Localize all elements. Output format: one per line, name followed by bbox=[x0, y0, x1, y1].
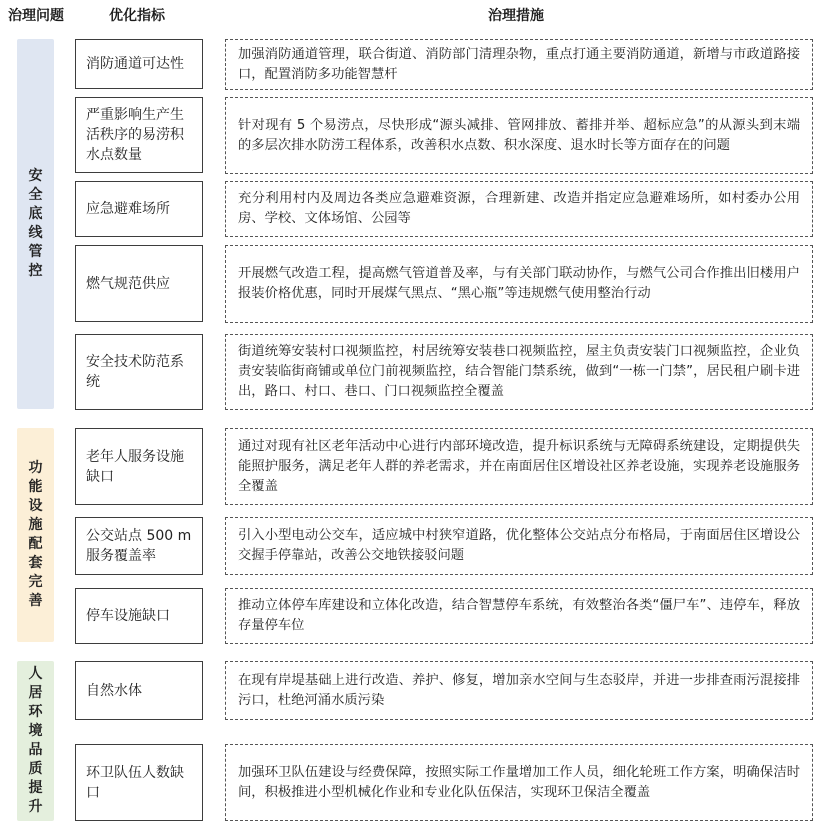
measure-cell bbox=[225, 97, 813, 174]
measure-text: 充分利用村内及周边各类应急避难资源，合理新建、改造并指定应急避难场所，如村委办公用房、学校、文体场馆、公园等 bbox=[238, 191, 800, 226]
indicator-cell bbox=[75, 428, 203, 505]
indicator-label: 安全技术防范系统 bbox=[86, 354, 184, 390]
measure-text: 加强环卫队伍建设与经费保障，按照实际工作量增加工作人员，细化轮班工作方案，明确保洁时间，积极推进小型机械化作业和专业化队伍保洁，实现环卫保洁全覆盖 bbox=[238, 764, 800, 800]
indicator-label: 应急避难场所 bbox=[86, 201, 170, 217]
indicator-cell bbox=[75, 97, 203, 173]
measure-cell bbox=[225, 39, 813, 90]
category-living bbox=[17, 661, 54, 821]
measure-cell bbox=[225, 334, 813, 410]
indicator-label: 燃气规范供应 bbox=[86, 275, 170, 292]
header-measures: 治理措施 bbox=[488, 8, 544, 24]
indicator-label: 老年人服务设施缺口 bbox=[86, 448, 184, 485]
indicator-cell bbox=[75, 517, 203, 575]
category-label: 功能设施配套完善 bbox=[28, 460, 43, 609]
category-label: 安全底线管控 bbox=[28, 168, 43, 279]
indicator-cell bbox=[75, 661, 203, 720]
header-indicator: 优化指标 bbox=[109, 8, 165, 24]
category-label: 人居环境品质提升 bbox=[28, 666, 43, 815]
measure-cell bbox=[225, 245, 813, 323]
indicator-label: 严重影响生产生活秩序的易涝积水点数量 bbox=[86, 107, 184, 163]
measure-cell bbox=[225, 517, 813, 575]
indicator-cell bbox=[75, 334, 203, 410]
measure-text: 推动立体停车库建设和立体化改造，结合智慧停车系统，有效整治各类“僵尸车”、违停车，释放存量停车位 bbox=[238, 598, 800, 633]
measure-cell bbox=[225, 744, 813, 821]
category-safety bbox=[17, 39, 54, 409]
indicator-cell bbox=[75, 39, 203, 89]
indicator-label: 自然水体 bbox=[86, 682, 142, 699]
measure-text: 开展燃气改造工程，提高燃气管道普及率，与有关部门联动协作，与燃气公司合作推出旧楼用户报装价格优惠，同时开展煤气黑点、“黑心瓶”等违规燃气使用整治行动 bbox=[238, 266, 800, 301]
measure-text: 针对现有 5 个易涝点，尽快形成“源头减排、管网排放、蓄排并举、超标应急”的从源头到末端的多层次排水防涝工程体系，改善积水点数、积水深度、退水时长等方面存在的问题 bbox=[238, 117, 800, 153]
indicator-cell bbox=[75, 588, 203, 644]
indicator-label: 环卫队伍人数缺口 bbox=[86, 764, 184, 801]
category-facilities bbox=[17, 428, 54, 642]
indicator-label: 公交站点 500 m 服务覆盖率 bbox=[86, 528, 192, 564]
indicator-label: 消防通道可达性 bbox=[86, 56, 184, 72]
measure-text: 通过对现有社区老年活动中心进行内部环境改造，提升标识系统与无障碍系统建设，定期提供失能照护服务，满足老年人群的养老需求，并在南面居住区增设社区养老设施，实现养老设施服务全覆盖 bbox=[238, 438, 800, 494]
indicator-cell bbox=[75, 245, 203, 322]
measure-cell bbox=[225, 181, 813, 237]
measure-cell bbox=[225, 588, 813, 644]
measure-cell bbox=[225, 428, 813, 505]
indicator-cell bbox=[75, 181, 203, 237]
indicator-cell bbox=[75, 744, 203, 821]
measure-text: 引入小型电动公交车，适应城中村狭窄道路，优化整体公交站点分布格局，于南面居住区增设公交握手停靠站，改善公交地铁接驳问题 bbox=[238, 528, 800, 563]
measure-text: 加强消防通道管理，联合街道、消防部门清理杂物，重点打通主要消防通道，新增与市政道路接口，配置消防多功能智慧杆 bbox=[238, 46, 800, 82]
indicator-label: 停车设施缺口 bbox=[86, 608, 170, 624]
measure-text: 在现有岸堤基础上进行改造、养护、修复，增加亲水空间与生态驳岸，并进一步排查雨污混接排污口，杜绝河涌水质污染 bbox=[238, 672, 800, 708]
measure-text: 街道统筹安装村口视频监控，村居统筹安装巷口视频监控，屋主负责安装门口视频监控，企业负责安装临街商铺或单位门前视频监控，结合智能门禁系统，做到“一栋一门禁”，居民租户刷卡进出，路口、村口、巷口、门口视频监控全覆盖 bbox=[238, 344, 800, 399]
measure-cell bbox=[225, 661, 813, 720]
header-problem: 治理问题 bbox=[8, 8, 64, 24]
